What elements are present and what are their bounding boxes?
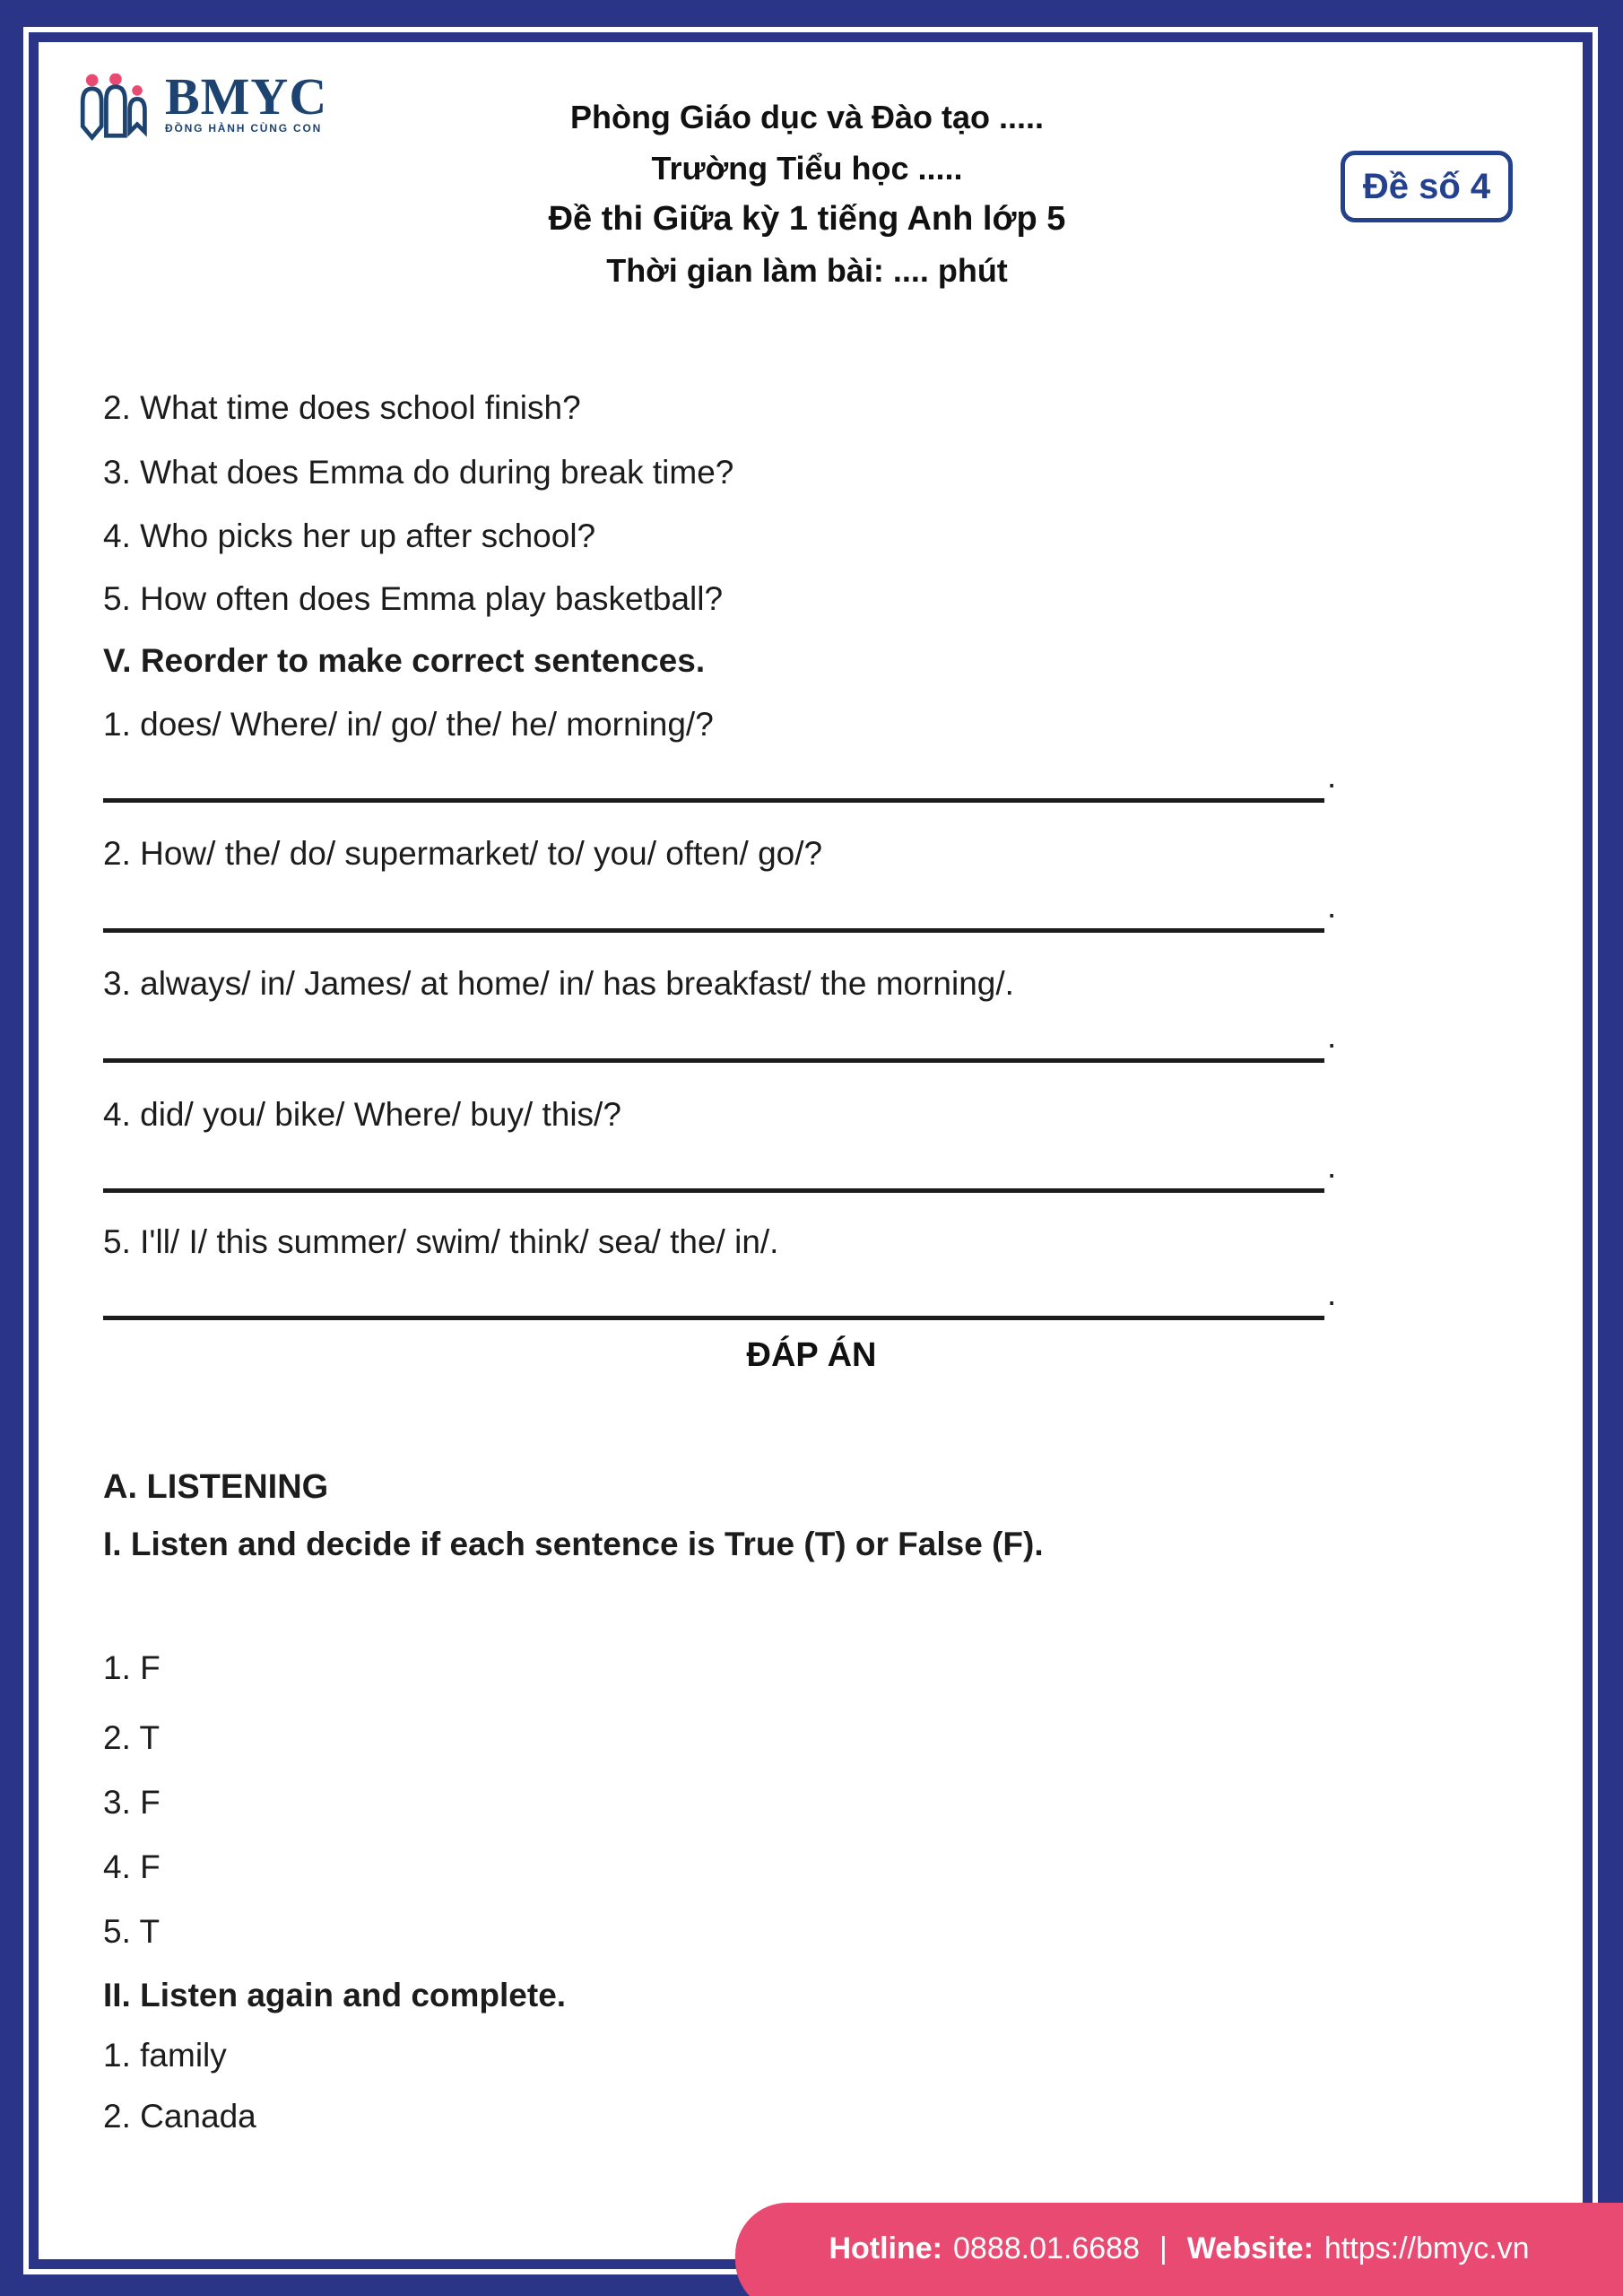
blank-period: . bbox=[1327, 1275, 1337, 1312]
logo-brand: BMYC bbox=[165, 67, 328, 126]
answer-item: 3. F bbox=[103, 1784, 161, 1821]
answer-key-heading: ĐÁP ÁN bbox=[746, 1336, 877, 1374]
logo-text bbox=[165, 67, 328, 135]
answer-blank-line bbox=[103, 1018, 1337, 1063]
blank-rule bbox=[103, 762, 1324, 803]
paper-sheet bbox=[39, 42, 1583, 2259]
answer-item: 4. F bbox=[103, 1848, 161, 1885]
blank-rule bbox=[103, 1152, 1324, 1193]
hotline-label: Hotline: bbox=[829, 2231, 942, 2266]
exam-title: Đề thi Giữa kỳ 1 tiếng Anh lớp 5 bbox=[548, 200, 1066, 238]
blank-period: . bbox=[1327, 1018, 1337, 1055]
answer-blank-line bbox=[103, 1148, 1337, 1193]
bmyc-people-icon bbox=[79, 74, 156, 149]
footer-contact-bar bbox=[735, 2203, 1623, 2296]
part1-heading: I. Listen and decide if each sentence is True (T) or False (F). bbox=[103, 1526, 1044, 1562]
reorder-item: 3. always/ in/ James/ at home/ in/ has breakfast/ the morning/. bbox=[103, 965, 1014, 1002]
header-department-line: Phòng Giáo dục và Đào tạo ..... bbox=[569, 99, 1045, 135]
question-line: 4. Who picks her up after school? bbox=[103, 517, 596, 554]
blank-rule bbox=[103, 1022, 1324, 1063]
answer-item: 1. family bbox=[103, 2037, 227, 2074]
reorder-item: 2. How/ the/ do/ supermarket/ to/ you/ often/ go/? bbox=[103, 835, 823, 872]
website-label: Website: bbox=[1186, 2231, 1314, 2266]
header-school-line: Trường Tiểu học ..... bbox=[651, 150, 963, 187]
answer-blank-line bbox=[103, 888, 1337, 933]
answer-item: 2. T bbox=[103, 1719, 161, 1756]
bmyc-logo bbox=[79, 67, 328, 149]
reorder-item: 5. I'll/ I/ this summer/ swim/ think/ sea/ the/ in/. bbox=[103, 1223, 779, 1260]
reorder-item: 1. does/ Where/ in/ go/ the/ he/ morning/? bbox=[103, 706, 714, 743]
hotline-number: 0888.01.6688 bbox=[953, 2231, 1140, 2266]
exam-header bbox=[359, 91, 1255, 296]
listening-section-heading: A. LISTENING bbox=[103, 1468, 329, 1506]
part2-heading: II. Listen again and complete. bbox=[103, 1977, 567, 2013]
logo-tagline: ĐỒNG HÀNH CÙNG CON bbox=[165, 122, 323, 135]
question-line: 5. How often does Emma play basketball? bbox=[103, 580, 724, 617]
blank-period: . bbox=[1327, 1148, 1337, 1185]
blank-period: . bbox=[1327, 758, 1337, 795]
question-line: 3. What does Emma do during break time? bbox=[103, 454, 734, 491]
blank-rule bbox=[103, 1280, 1324, 1320]
answer-blank-line bbox=[103, 1275, 1337, 1320]
footer-separator: | bbox=[1159, 2231, 1167, 2266]
answer-blank-line bbox=[103, 758, 1337, 803]
question-line: 2. What time does school finish? bbox=[103, 389, 581, 426]
reorder-item: 4. did/ you/ bike/ Where/ buy/ this/? bbox=[103, 1096, 621, 1133]
section-v-heading: V. Reorder to make correct sentences. bbox=[103, 642, 706, 679]
answer-item: 2. Canada bbox=[103, 2098, 256, 2135]
website-url: https://bmyc.vn bbox=[1324, 2231, 1530, 2266]
answer-item: 1. F bbox=[103, 1649, 161, 1686]
blank-rule bbox=[103, 892, 1324, 933]
exam-number-badge: Đề số 4 bbox=[1341, 151, 1513, 222]
header-duration-line: Thời gian làm bài: .... phút bbox=[606, 252, 1008, 289]
answer-item: 5. T bbox=[103, 1913, 161, 1950]
blank-period: . bbox=[1327, 888, 1337, 925]
